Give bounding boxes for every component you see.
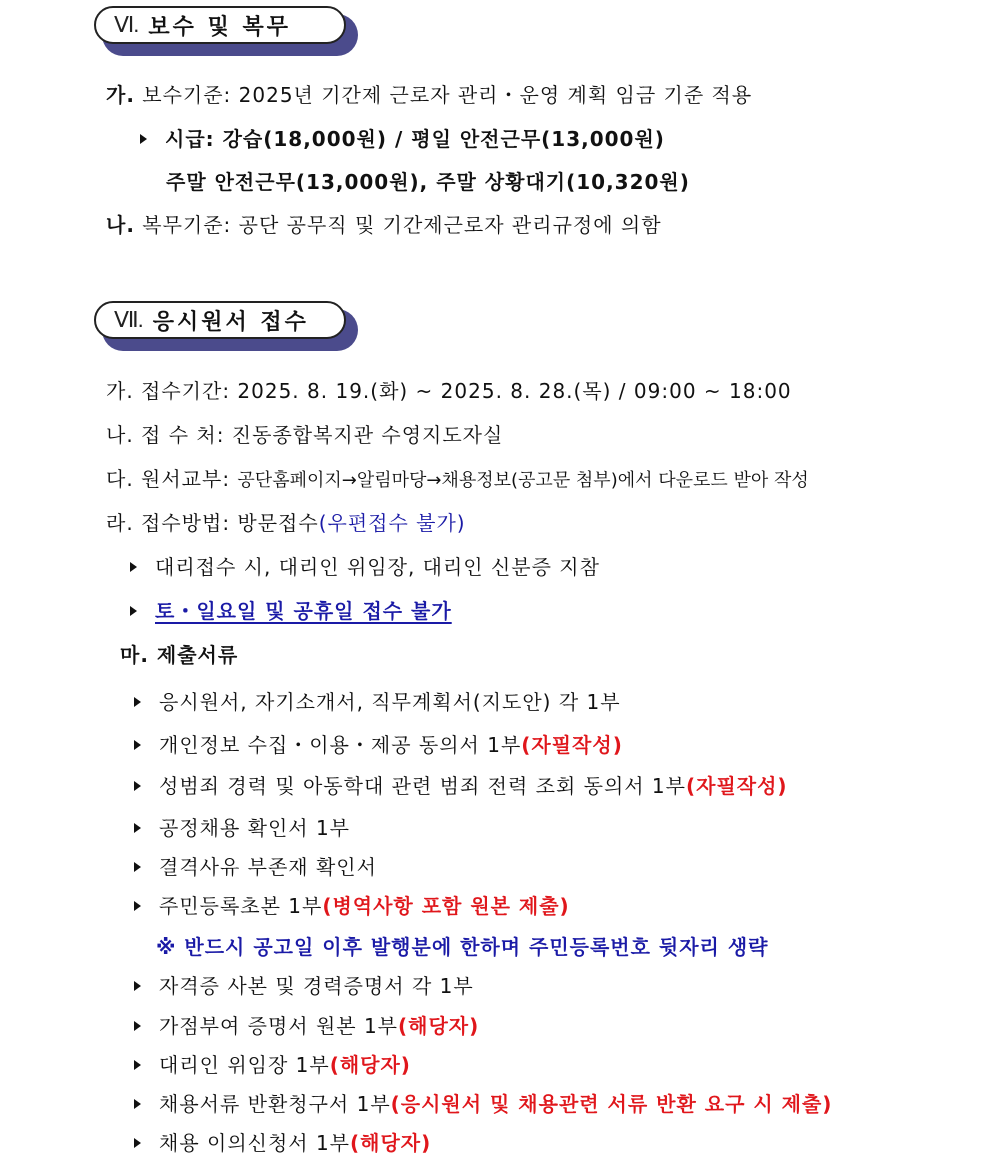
doc-item bbox=[134, 890, 570, 919]
item-label: 가. bbox=[106, 83, 135, 107]
form-distribution-label: 다. 원서교부: bbox=[106, 467, 231, 491]
no-weekend-text: 토・일요일 및 공휴일 접수 불가 bbox=[155, 599, 452, 623]
doc-item bbox=[134, 1049, 411, 1078]
section-title: 보수 및 복무 bbox=[148, 14, 291, 40]
doc-item bbox=[134, 970, 474, 999]
section-7-header bbox=[94, 301, 350, 343]
doc-text: 개인정보 수집・이용・제공 동의서 1부 bbox=[159, 733, 522, 757]
doc-item bbox=[134, 812, 350, 841]
bullet-triangle-icon bbox=[134, 901, 141, 911]
doc-text: 가점부여 증명서 원본 1부 bbox=[159, 1014, 398, 1038]
wage-line-1 bbox=[140, 123, 665, 152]
section-number: Ⅵ. bbox=[114, 12, 139, 37]
service-standard-line bbox=[106, 209, 662, 238]
item-label: 나. bbox=[106, 213, 135, 237]
bullet-triangle-icon bbox=[134, 981, 141, 991]
pay-standard-line bbox=[106, 79, 752, 108]
doc-text: 공정채용 확인서 1부 bbox=[159, 816, 350, 840]
doc-item bbox=[134, 1127, 431, 1156]
bullet-triangle-icon bbox=[134, 1138, 141, 1148]
no-mail-note: (우편접수 불가) bbox=[318, 511, 466, 535]
application-period: 가. 접수기간: 2025. 8. 19.(화) ~ 2025. 8. 28.(목) / 09:00 ~ 18:00 bbox=[106, 379, 792, 403]
doc-text: 주민등록초본 1부 bbox=[159, 894, 323, 918]
doc-text: 채용 이의신청서 1부 bbox=[159, 1131, 350, 1155]
bullet-triangle-icon bbox=[130, 562, 137, 572]
header-box bbox=[94, 301, 346, 339]
doc-item bbox=[134, 686, 621, 715]
doc-text: 응시원서, 자기소개서, 직무계획서(지도안) 각 1부 bbox=[159, 690, 621, 714]
section-title: 응시원서 접수 bbox=[152, 309, 309, 335]
doc-item bbox=[134, 1088, 832, 1117]
form-distribution-text: 공단홈페이지→알림마당→채용정보(공고문 첨부)에서 다운로드 받아 작성 bbox=[237, 470, 809, 491]
bullet-triangle-icon bbox=[130, 606, 137, 616]
doc-note: (응시원서 및 채용관련 서류 반환 요구 시 제출) bbox=[390, 1092, 833, 1116]
doc-text: 대리인 위임장 1부 bbox=[159, 1053, 330, 1077]
bullet-triangle-icon bbox=[140, 134, 147, 144]
documents-heading: 마. 제출서류 bbox=[120, 643, 239, 667]
doc-note: (자필작성) bbox=[521, 733, 623, 757]
bullet-triangle-icon bbox=[134, 1021, 141, 1031]
wage-line-2: 주말 안전근무(13,000원), 주말 상황대기(10,320원) bbox=[166, 170, 690, 194]
doc-note: (자필작성) bbox=[685, 774, 788, 798]
section-6-header bbox=[94, 6, 350, 48]
bullet-triangle-icon bbox=[134, 1060, 141, 1070]
doc-text: 자격증 사본 및 경력증명서 각 1부 bbox=[159, 974, 474, 998]
doc-item bbox=[134, 1010, 479, 1039]
bullet-triangle-icon bbox=[134, 823, 141, 833]
bullet-triangle-icon bbox=[134, 740, 141, 750]
service-standard-text: 복무기준: 공단 공무직 및 기간제근로자 관리규정에 의함 bbox=[142, 213, 662, 237]
application-method bbox=[106, 507, 466, 536]
doc-text: 성범죄 경력 및 아동학대 관련 범죄 전력 조회 동의서 1부 bbox=[159, 774, 686, 798]
application-place: 나. 접 수 처: 진동종합복지관 수영지도자실 bbox=[106, 423, 504, 447]
doc-text: 채용서류 반환청구서 1부 bbox=[159, 1092, 391, 1116]
pay-standard-text: 보수기준: 2025년 기간제 근로자 관리・운영 계획 임금 기준 적용 bbox=[142, 83, 753, 107]
bullet-triangle-icon bbox=[134, 862, 141, 872]
doc-item bbox=[134, 729, 623, 758]
bullet-triangle-icon bbox=[134, 781, 141, 791]
bullet-triangle-icon bbox=[134, 1099, 141, 1109]
proxy-text: 대리접수 시, 대리인 위임장, 대리인 신분증 지참 bbox=[155, 555, 600, 579]
section-number: Ⅶ. bbox=[114, 307, 143, 332]
resident-number-note: ※ 반드시 공고일 이후 발행분에 한하며 주민등록번호 뒷자리 생략 bbox=[156, 935, 769, 959]
doc-text: 결격사유 부존재 확인서 bbox=[159, 855, 377, 879]
doc-note: (해당자) bbox=[350, 1131, 432, 1155]
application-method-label: 라. 접수방법: 방문접수 bbox=[106, 511, 319, 535]
proxy-line bbox=[130, 551, 600, 580]
bullet-triangle-icon bbox=[134, 697, 141, 707]
no-weekend-line bbox=[130, 595, 452, 624]
doc-item bbox=[134, 770, 788, 799]
doc-note: (해당자) bbox=[398, 1014, 480, 1038]
doc-item bbox=[134, 851, 377, 880]
wage-text-1: 시급: 강습(18,000원) / 평일 안전근무(13,000원) bbox=[165, 127, 665, 151]
header-box bbox=[94, 6, 346, 44]
form-distribution bbox=[106, 463, 809, 492]
doc-note: (병역사항 포함 원본 제출) bbox=[322, 894, 570, 918]
doc-note: (해당자) bbox=[329, 1053, 411, 1077]
